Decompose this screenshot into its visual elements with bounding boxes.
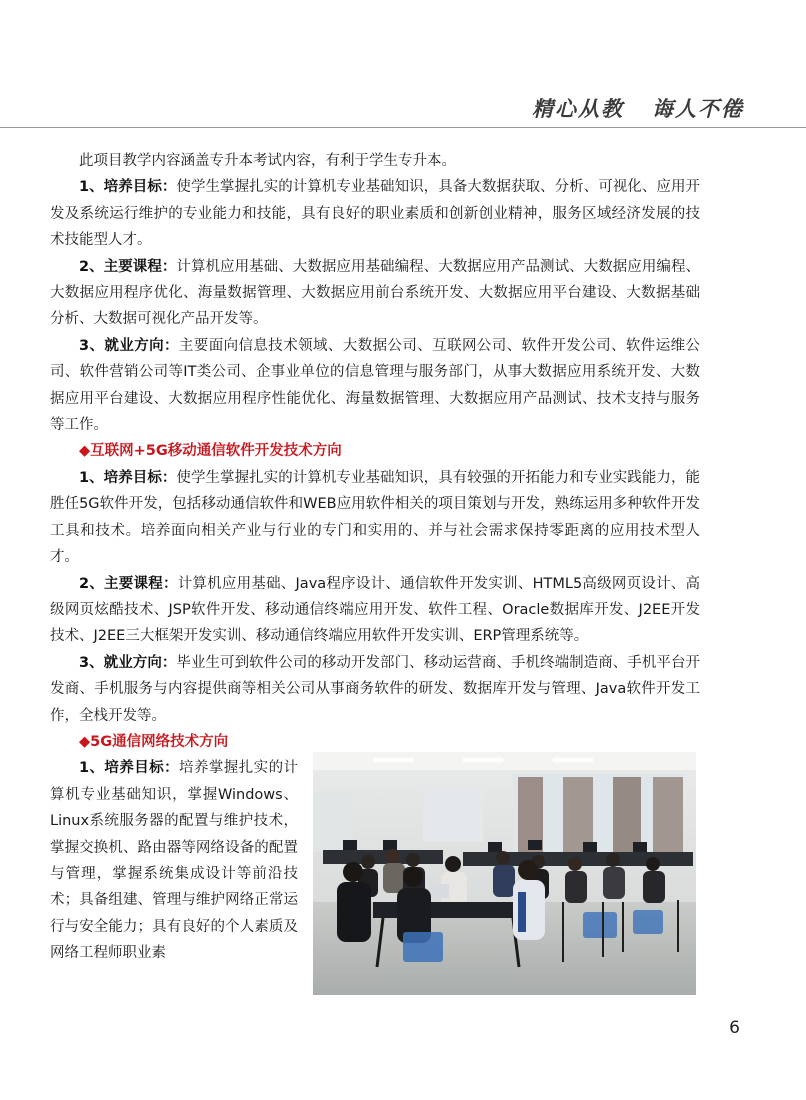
bigdata-goal-text: 使学生掌握扎实的计算机专业基础知识，具备大数据获取、分析、可视化、应用开发及系统运行维护的专业能力和技能，具有良好的职业素质和创新创业精神，服务区域经济发展的技术技能型人才。 [50,179,700,249]
classroom-photo [313,752,696,995]
bigdata-goal-label: 1、培养目标： [79,179,177,196]
internet5g-courses-label: 2、主要课程： [79,575,178,592]
internet5g-courses-paragraph [50,571,700,650]
internet5g-title-text: 互联网+5G移动通信软件开发技术方向 [90,443,342,460]
5gnetwork-goal-label: 1、培养目标： [79,760,180,777]
internet5g-jobs-label: 3、就业方向： [79,654,177,671]
bigdata-courses-text: 计算机应用基础、大数据应用基础编程、大数据应用产品测试、大数据应用编程、大数据应用程序优化、海量数据管理、大数据应用前台系统开发、大数据应用平台建设、大数据基础分析、大数据可视化产品开发等。 [50,258,700,328]
diamond-bullet-icon: ◆ [79,733,91,750]
header-motto: 精心从教 诲人不倦 [532,96,744,121]
diamond-bullet-icon: ◆ [79,443,91,460]
bigdata-jobs-text: 主要面向信息技术领域、大数据公司、互联网公司、软件开发公司、软件运维公司、软件营销公司等IT类公司、企事业单位的信息管理与服务部门，从事大数据应用系统开发、大数据应用平台建设、大数据应用程序性能优化、海量数据管理、大数据应用产品测试、技术支持与服务等工作。 [50,337,700,434]
internet5g-goal-text: 使学生掌握扎实的计算机专业基础知识，具有较强的开拓能力和专业实践能力，能胜任5G软件开发，包括移动通信软件和WEB应用软件相关的项目策划与开发，熟练运用多种软件开发工具和技术。培养面向相关产业与行业的专门和实用的、并与社会需求保持零距离的应用技术型人才。 [50,469,700,566]
bigdata-jobs-label: 3、就业方向： [79,337,179,354]
internet5g-jobs-text: 毕业生可到软件公司的移动开发部门、移动运营商、手机终端制造商、手机平台开发商、手机服务与内容提供商等相关公司从事商务软件的研发、数据库开发与管理、Java软件开发工作，全栈开发等。 [50,654,700,724]
internet5g-jobs-paragraph [50,650,700,729]
internet5g-goal-label: 1、培养目标： [79,469,177,486]
bigdata-jobs-paragraph [50,333,700,439]
page-number: 6 [729,1018,740,1038]
header-rule [0,127,806,128]
bigdata-courses-paragraph [50,254,700,333]
bigdata-goal-paragraph [50,174,700,253]
bigdata-courses-label: 2、主要课程： [79,258,177,275]
internet5g-courses-text: 计算机应用基础、Java程序设计、通信软件开发实训、HTML5高级网页设计、高级网页炫酷技术、JSP软件开发、移动通信终端应用开发、软件工程、Oracle数据库开发、J2EE开发技术、J2EE三大框架开发实训、移动通信终端应用软件开发实训、ERP管理系统等。 [50,575,701,645]
5gnetwork-goal-paragraph [50,755,298,966]
5gnetwork-goal-text: 培养掌握扎实的计算机专业基础知识，掌握Windows、Linux系统服务器的配置与维护技术，掌握交换机、路由器等网络设备的配置与管理，掌握系统集成设计等前沿技术；具备组建、管理与维护网络正常运行与安全能力；具有良好的个人素质及网络工程师职业素 [50,760,298,962]
internet5g-goal-paragraph [50,465,700,571]
5gnetwork-title-text: 5G通信网络技术方向 [90,733,229,750]
intro-paragraph: 此项目教学内容涵盖专升本考试内容，有利于学生专升本。 [79,153,456,169]
internet5g-section-title [50,438,700,464]
